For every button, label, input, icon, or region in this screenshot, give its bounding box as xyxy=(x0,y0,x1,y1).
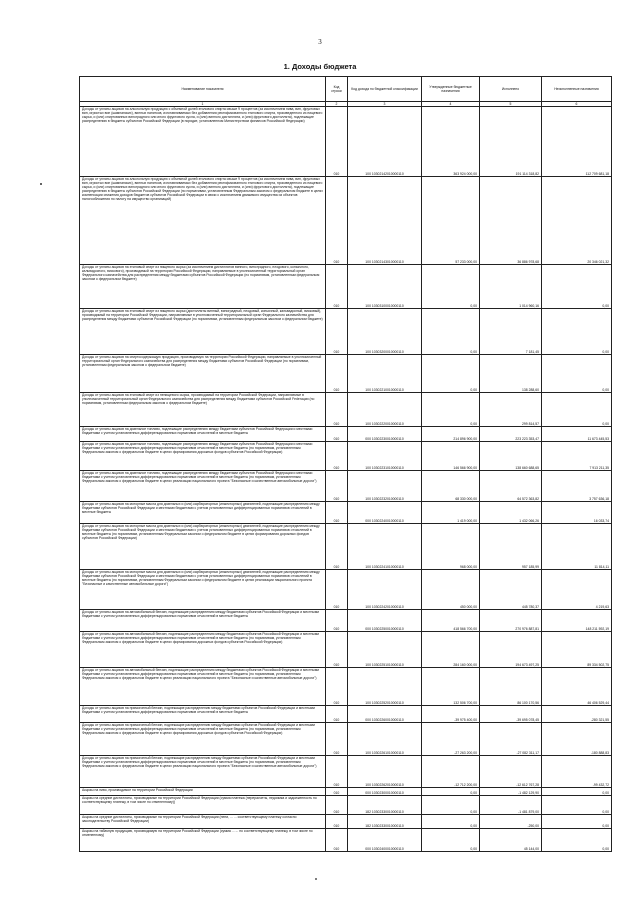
table-row xyxy=(80,796,612,815)
row-executed: 36 886 978,68 xyxy=(480,177,542,265)
page-number: 3 xyxy=(318,38,322,46)
row-executed: -250,00 xyxy=(480,815,542,829)
row-unexecuted: 0,00 xyxy=(542,265,612,309)
row-line-code: 010 xyxy=(326,632,348,668)
row-executed: -1 481 879,00 xyxy=(480,796,542,815)
table-row xyxy=(80,393,612,427)
row-name: Доходы от уплаты акцизов на моторные масла для дизельных и (или) карбюраторных (инжекторных) двигателей, подлежащие распределению между бюджетами субъектов Российской Федерации и местными бюджетами с учетом установленных дифференцированных нормативов отчислений в местные бюджеты xyxy=(80,502,326,524)
table-row xyxy=(80,442,612,471)
row-name: Акцизы на средние дистилляты, производимые на территории Российской Федерации (сумма платежа (перерасчеты, недоимка и задолженность по соответствующему платежу, в том числе по отмененному)) xyxy=(80,796,326,815)
row-unexecuted: 46 406 529,44 xyxy=(542,668,612,706)
row-line-code: 010 xyxy=(326,393,348,427)
table-row xyxy=(80,177,612,265)
row-unexecuted: 0,00 xyxy=(542,355,612,393)
row-executed: 138 660 688,65 xyxy=(480,442,542,471)
column-number: 1 xyxy=(80,102,326,107)
header-name: Наименование показателя xyxy=(80,77,326,102)
row-name: Доходы от уплаты акцизов на этиловый спирт из непищевого сырья, производимый на территории Российской Федерации, направляемые в уполномоченный территориальный орган Федерального казначейства для распределения между бюджетами субъектов Российской Federации (по нормативам, установленным федеральным законом о федеральном бюджете) xyxy=(80,393,326,427)
row-name: Доходы от уплаты акцизов на алкогольную продукцию с объемной долей этилового спирта свыше 9 процентов (за исключением пива, вин, фруктовых вин, игристых вин (шампанских), винных напитков, изготавливаемых без добавления ректификованного этилового спирта, произведенного из пищевого сырья, и (или) спиртованных виноградного или иного фруктового сусла, и (или) винного дистиллята, и (или) фруктового дистиллята), подлежащие распределению в бюджеты субъектов Российской Федерации (в порядке, установленном Министерством финансов Российской Федерации) xyxy=(80,107,326,177)
row-line-code: 010 xyxy=(326,355,348,393)
row-name: Акцизы на средние дистилляты, производимые на территории Российской Федерации (пени, ... ... соответствующему платежу согласно законодательству Российской Федерации) xyxy=(80,815,326,829)
row-approved: 363 924 000,00 xyxy=(422,107,480,177)
row-executed: 138 288,60 xyxy=(480,355,542,393)
row-approved: 968 000,00 xyxy=(422,524,480,570)
row-line-code: 010 xyxy=(326,610,348,632)
row-line-code: 010 xyxy=(326,756,348,788)
row-approved: 0,00 xyxy=(422,393,480,427)
row-name: Доходы от уплаты акцизов на прямогонный бензин, подлежащие распределению между бюджетами субъектов Российской Федерации и местными бюджетами с учетом установленных дифференцированных нормативов отчислений в местные бюджеты (по нормативам, установленным Федеральным законом о федеральном бюджете в целях формирования дорожных фондов субъектов Российской Федерации) xyxy=(80,723,326,756)
column-number: 2 xyxy=(326,102,348,107)
table-row xyxy=(80,706,612,723)
table-row xyxy=(80,355,612,393)
row-line-code: 010 xyxy=(326,668,348,706)
row-budget-code: 100 10302231010000110 xyxy=(348,442,422,471)
row-name: Доходы от уплаты акцизов на моторные масла для дизельных и (или) карбюраторных (инжекторных) двигателей, подлежащие распределению между бюджетами субъектов Российской Федерации и местными бюджетами с учетом установленных дифференцированных нормативов отчислений в местные бюджеты (по нормативам, установленным Федеральным законом о федеральном бюджете в целях реализации национального проекта "Безопасные и качественные автомобильные дороги") xyxy=(80,570,326,610)
row-budget-code: 100 10302220010000110 xyxy=(348,393,422,427)
row-executed: 7 181,45 xyxy=(480,309,542,355)
row-line-code: 010 xyxy=(326,177,348,265)
row-line-code: 010 xyxy=(326,309,348,355)
table-row xyxy=(80,502,612,524)
row-approved: -27 263 200,00 xyxy=(422,723,480,756)
row-line-code: 010 xyxy=(326,502,348,524)
row-budget-code: 182 10302330010000110 xyxy=(348,796,422,815)
table-row xyxy=(80,427,612,442)
row-budget-code: 100 10302262010000110 xyxy=(348,756,422,788)
row-name: Доходы от уплаты акцизов на прямогонный бензин, подлежащие распределению между бюджетами субъектов Российской Федерации и местными бюджетами с учетом установленных дифференцированных нормативов отчислений в местные бюджеты (по нормативам, установленным Федеральным законом о федеральном бюджете в целях реализации национального проекта "Безопасные и качественные автомобильные дороги") xyxy=(80,756,326,788)
row-unexecuted: 89 334 502,75 xyxy=(542,632,612,668)
header-code: Код дохода по бюджетной классификации xyxy=(348,77,422,102)
column-number: 5 xyxy=(480,102,542,107)
row-unexecuted: 0,00 xyxy=(542,393,612,427)
row-unexecuted: 0,00 xyxy=(542,829,612,852)
row-unexecuted: 20 346 021,32 xyxy=(542,177,612,265)
row-line-code: 010 xyxy=(326,442,348,471)
row-name: Доходы от уплаты акцизов на прямогонный бензин, подлежащие распределению между бюджетами субъектов Российской Федерации и местными бюджетами с учетом установленных дифференцированных нормативов отчислений в местные бюджеты xyxy=(80,706,326,723)
header-executed: Исполнено xyxy=(480,77,542,102)
table-row xyxy=(80,756,612,788)
row-unexecuted: -180 888,83 xyxy=(542,723,612,756)
row-line-code: 010 xyxy=(326,796,348,815)
table-row xyxy=(80,788,612,796)
row-approved: 0,00 xyxy=(422,829,480,852)
row-approved: -12 712 200,00 xyxy=(422,756,480,788)
row-executed: 191 114 318,82 xyxy=(480,107,542,177)
row-executed: 45 144,00 xyxy=(480,829,542,852)
row-unexecuted: 0,00 xyxy=(542,309,612,355)
row-unexecuted: -99 432,72 xyxy=(542,756,612,788)
row-approved: 57 233 000,00 xyxy=(422,177,480,265)
row-approved: 0,00 xyxy=(422,309,480,355)
row-approved: 1 419 000,00 xyxy=(422,502,480,524)
row-approved: 214 896 900,00 xyxy=(422,427,480,442)
row-approved: 132 506 700,00 xyxy=(422,668,480,706)
header-line: Код строки xyxy=(326,77,348,102)
table-row xyxy=(80,815,612,829)
row-unexecuted: 148 211 592,19 xyxy=(542,610,612,632)
table-row xyxy=(80,610,612,632)
row-executed: 1 014 960,16 xyxy=(480,265,542,309)
row-line-code: 010 xyxy=(326,706,348,723)
column-number: 6 xyxy=(542,102,612,107)
row-unexecuted: 11 814,11 xyxy=(542,524,612,570)
row-unexecuted: 16 033,74 xyxy=(542,502,612,524)
row-budget-code: 000 10302240010000110 xyxy=(348,502,422,524)
row-budget-code: 000 10302300010000110 xyxy=(348,788,422,796)
row-executed: -12 612 767,28 xyxy=(480,756,542,788)
section-title: 1. Доходы бюджета xyxy=(283,62,357,71)
row-name: Доходы от уплаты акцизов на дизельное топливо, подлежащие распределению между бюджетами субъектов Российской Федерации и местными бюджетами с учетом установленных дифференцированных нормативов отчислений в местные бюджеты xyxy=(80,427,326,442)
row-budget-code: 000 10302230010000110 xyxy=(348,427,422,442)
header-unexecuted: Неисполненные назначения xyxy=(542,77,612,102)
row-executed: 223 223 353,47 xyxy=(480,427,542,442)
row-name: Акцизы на табачную продукцию, производимую на территории Российской Федерации (сумма ... ... по соответствующему платежу, в том числе по отмененному) xyxy=(80,829,326,852)
row-unexecuted: 7 913 211,35 xyxy=(542,442,612,471)
row-unexecuted: 0,00 xyxy=(542,796,612,815)
row-executed: 194 673 497,25 xyxy=(480,632,542,668)
row-line-code: 010 xyxy=(326,723,348,756)
row-name: Доходы от уплаты акцизов на спиртосодержащую продукцию, производимую на территории Российской Федерации, направляемые в уполномоченный территориальный орган Федерального казначейства для распределения между бюджетами субъектов Российской Федерации (по нормативам, установленным федеральным законом о федеральном бюджете) xyxy=(80,355,326,393)
row-executed: 445 780,37 xyxy=(480,570,542,610)
row-budget-code: 100 10302232010000110 xyxy=(348,471,422,502)
row-approved: 284 160 000,00 xyxy=(422,632,480,668)
table-row xyxy=(80,471,612,502)
row-name: Доходы от уплаты акцизов на этиловый спирт из пищевого сырья (за исключением дистиллятов винного, виноградного, плодового, коньячного, кальвадосного, вискового), производимый на территории Российской Федерации, направляемые в уполномоченный территориальный орган Федерального казначейства для распределения между бюджетами субъектов Российской Федерации (по нормативам, установленным федеральным законом о федеральном бюджете) xyxy=(80,265,326,309)
row-budget-code: 100 10302143010000110 xyxy=(348,177,422,265)
header-approved: Утвержденные бюджетные назначения xyxy=(422,77,480,102)
row-name: Доходы от уплаты акцизов на дизельное топливо, подлежащие распределению между бюджетами субъектов Российской Федерации и местными бюджетами с учетом установленных дифференцированных нормативов отчислений в местные бюджеты (по нормативам, установленным Федеральным законом о федеральном бюджете в целях реализации национального проекта "Безопасные и качественные автомобильные дороги") xyxy=(80,471,326,502)
row-executed: -1 482 129,90 xyxy=(480,788,542,796)
table-row xyxy=(80,309,612,355)
row-unexecuted: 112 709 681,18 xyxy=(542,107,612,177)
row-executed: -39 695 078,45 xyxy=(480,706,542,723)
row-executed: 299 814,57 xyxy=(480,393,542,427)
margin-dot xyxy=(40,183,42,185)
table-row xyxy=(80,570,612,610)
table-row xyxy=(80,723,612,756)
row-approved: 0,00 xyxy=(422,788,480,796)
table-header xyxy=(80,77,612,102)
row-budget-code: 100 10303200010000110 xyxy=(348,309,422,355)
row-budget-code: 100 10302210010000110 xyxy=(348,355,422,393)
row-executed: 957 185,99 xyxy=(480,524,542,570)
row-executed: 1 432 066,26 xyxy=(480,502,542,524)
row-budget-code: 000 10302250010000110 xyxy=(348,610,422,632)
row-budget-code: 000 10302260010000110 xyxy=(348,706,422,723)
row-line-code: 010 xyxy=(326,788,348,796)
row-budget-code: 100 10302242010000110 xyxy=(348,570,422,610)
row-budget-code: 100 10302261010000110 xyxy=(348,723,422,756)
row-line-code: 010 xyxy=(326,107,348,177)
row-executed: -27 082 311,17 xyxy=(480,723,542,756)
row-line-code: 010 xyxy=(326,427,348,442)
column-number: 3 xyxy=(348,102,422,107)
row-approved: 68 330 000,00 xyxy=(422,471,480,502)
row-budget-code: 100 10302241010000110 xyxy=(348,524,422,570)
row-executed: 64 572 363,82 xyxy=(480,471,542,502)
row-line-code: 010 xyxy=(326,829,348,852)
table-row xyxy=(80,265,612,309)
row-budget-code: 182 10302330010000110 xyxy=(348,815,422,829)
row-name: Доходы от уплаты акцизов на дизельное топливо, подлежащие распределению между бюджетами субъектов Российской Федерации и местными бюджетами с учетом установленных дифференцированных нормативов отчислений в местные бюджеты (по нормативам, установленным Федеральным законом о федеральном бюджете в целях формирования дорожных фондов субъектов Российской Федерации) xyxy=(80,442,326,471)
table-row xyxy=(80,668,612,706)
row-name: Доходы от уплаты акцизов на алкогольную продукцию с объемной долей этилового спирта свыше 9 процентов (за исключением пива, вин, фруктовых вин, игристых вин (шампанских), винных напитков, изготавливаемых без добавления ректификованного этилового спирта, произведенного из пищевого сырья, и (или) спиртованных виноградного или иного фруктового сусла, и (или) винного дистиллята, и (или) фруктового дистиллята), подлежащие распределению в бюджеты субъектов Российской Федерации (по нормативам, установленным Федеральным законом о федеральном бюджете в целях компенсации снижения доходов бюджетов субъектов Российской Федерации в связи с исключением движимого имущества из объектов налогообложения по налогу на имущество организаций) xyxy=(80,177,326,265)
row-approved: 146 566 900,00 xyxy=(422,442,480,471)
row-name: Доходы от уплаты акцизов на автомобильный бензин, подлежащие распределению между бюджетами субъектов Российской Федерации и местными бюджетами с учетом установленных дифференцированных нормативов отчислений в местные бюджеты (по нормативам, установленным Федеральным законом о федеральном бюджете в целях формирования дорожных фондов субъектов Российской Федерации) xyxy=(80,632,326,668)
row-line-code: 010 xyxy=(326,524,348,570)
row-executed: 270 976 887,81 xyxy=(480,610,542,632)
row-unexecuted: 0,00 xyxy=(542,788,612,796)
row-line-code: 010 xyxy=(326,265,348,309)
row-unexecuted: 3 757 636,18 xyxy=(542,471,612,502)
row-approved: 0,00 xyxy=(422,355,480,393)
row-name: Доходы от уплаты акцизов на автомобильный бензин, подлежащие распределению между бюджетами субъектов Российской Федерации и местными бюджетами с учетом установленных дифференцированных нормативов отчислений в местные бюджеты (по нормативам, установленным Федеральным законом о федеральном бюджете в целях реализации национального проекта "Безопасные и качественные автомобильные дороги") xyxy=(80,668,326,706)
row-approved: 450 000,00 xyxy=(422,570,480,610)
revenue-table xyxy=(79,76,612,852)
row-budget-code: 100 10302252010000110 xyxy=(348,668,422,706)
row-approved: -39 975 400,00 xyxy=(422,706,480,723)
row-name: Доходы от уплаты акцизов на этиловый спирт из пищевого сырья (дистилляты винный, виноградный, плодовый, коньячный, кальвадосный, висковый), производимый на территории Российской Федерации, направляемые в уполномоченный территориальный орган Федерального казначейства для распределения между бюджетами субъектов Российской Федерации (по нормативам, установленным федеральным законом о федеральном бюджете) xyxy=(80,309,326,355)
table-row xyxy=(80,632,612,668)
row-unexecuted: 0,00 xyxy=(542,815,612,829)
column-number: 4 xyxy=(422,102,480,107)
row-budget-code: 000 10302400010000110 xyxy=(348,829,422,852)
row-line-code: 010 xyxy=(326,570,348,610)
row-name: Доходы от уплаты акцизов на моторные масла для дизельных и (или) карбюраторных (инжекторных) двигателей, подлежащие распределению между бюджетами субъектов Российской Федерации и местными бюджетами с учетом установленных дифференцированных нормативов отчислений в местные бюджеты (по нормативам, установленным Федеральным законом о федеральном бюджете в целях формирования дорожных фондов субъектов Российской Федерации) xyxy=(80,524,326,570)
table-row xyxy=(80,107,612,177)
row-approved: 0,00 xyxy=(422,796,480,815)
bottom-dot xyxy=(315,878,317,880)
row-executed: 86 100 170,56 xyxy=(480,668,542,706)
row-budget-code: 100 10303100010000110 xyxy=(348,265,422,309)
row-unexecuted: 4 219,63 xyxy=(542,570,612,610)
row-budget-code: 100 10302251010000110 xyxy=(348,632,422,668)
row-unexecuted: -280 321,55 xyxy=(542,706,612,723)
row-approved: 418 566 700,00 xyxy=(422,610,480,632)
row-line-code: 010 xyxy=(326,471,348,502)
table-row xyxy=(80,524,612,570)
table-row xyxy=(80,829,612,852)
row-name: Акцизы на пиво, производимое на территории Российской Федерации xyxy=(80,788,326,796)
row-approved: 0,00 xyxy=(422,265,480,309)
row-approved: 0,00 xyxy=(422,815,480,829)
row-line-code: 010 xyxy=(326,815,348,829)
row-unexecuted: 11 673 445,53 xyxy=(542,427,612,442)
row-name: Доходы от уплаты акцизов на автомобильный бензин, подлежащие распределению между бюджетами субъектов Российской Федерации и местными бюджетами с учетом установленных дифференцированных нормативов отчислений в местные бюджеты xyxy=(80,610,326,632)
row-budget-code: 100 10302142010000110 xyxy=(348,107,422,177)
